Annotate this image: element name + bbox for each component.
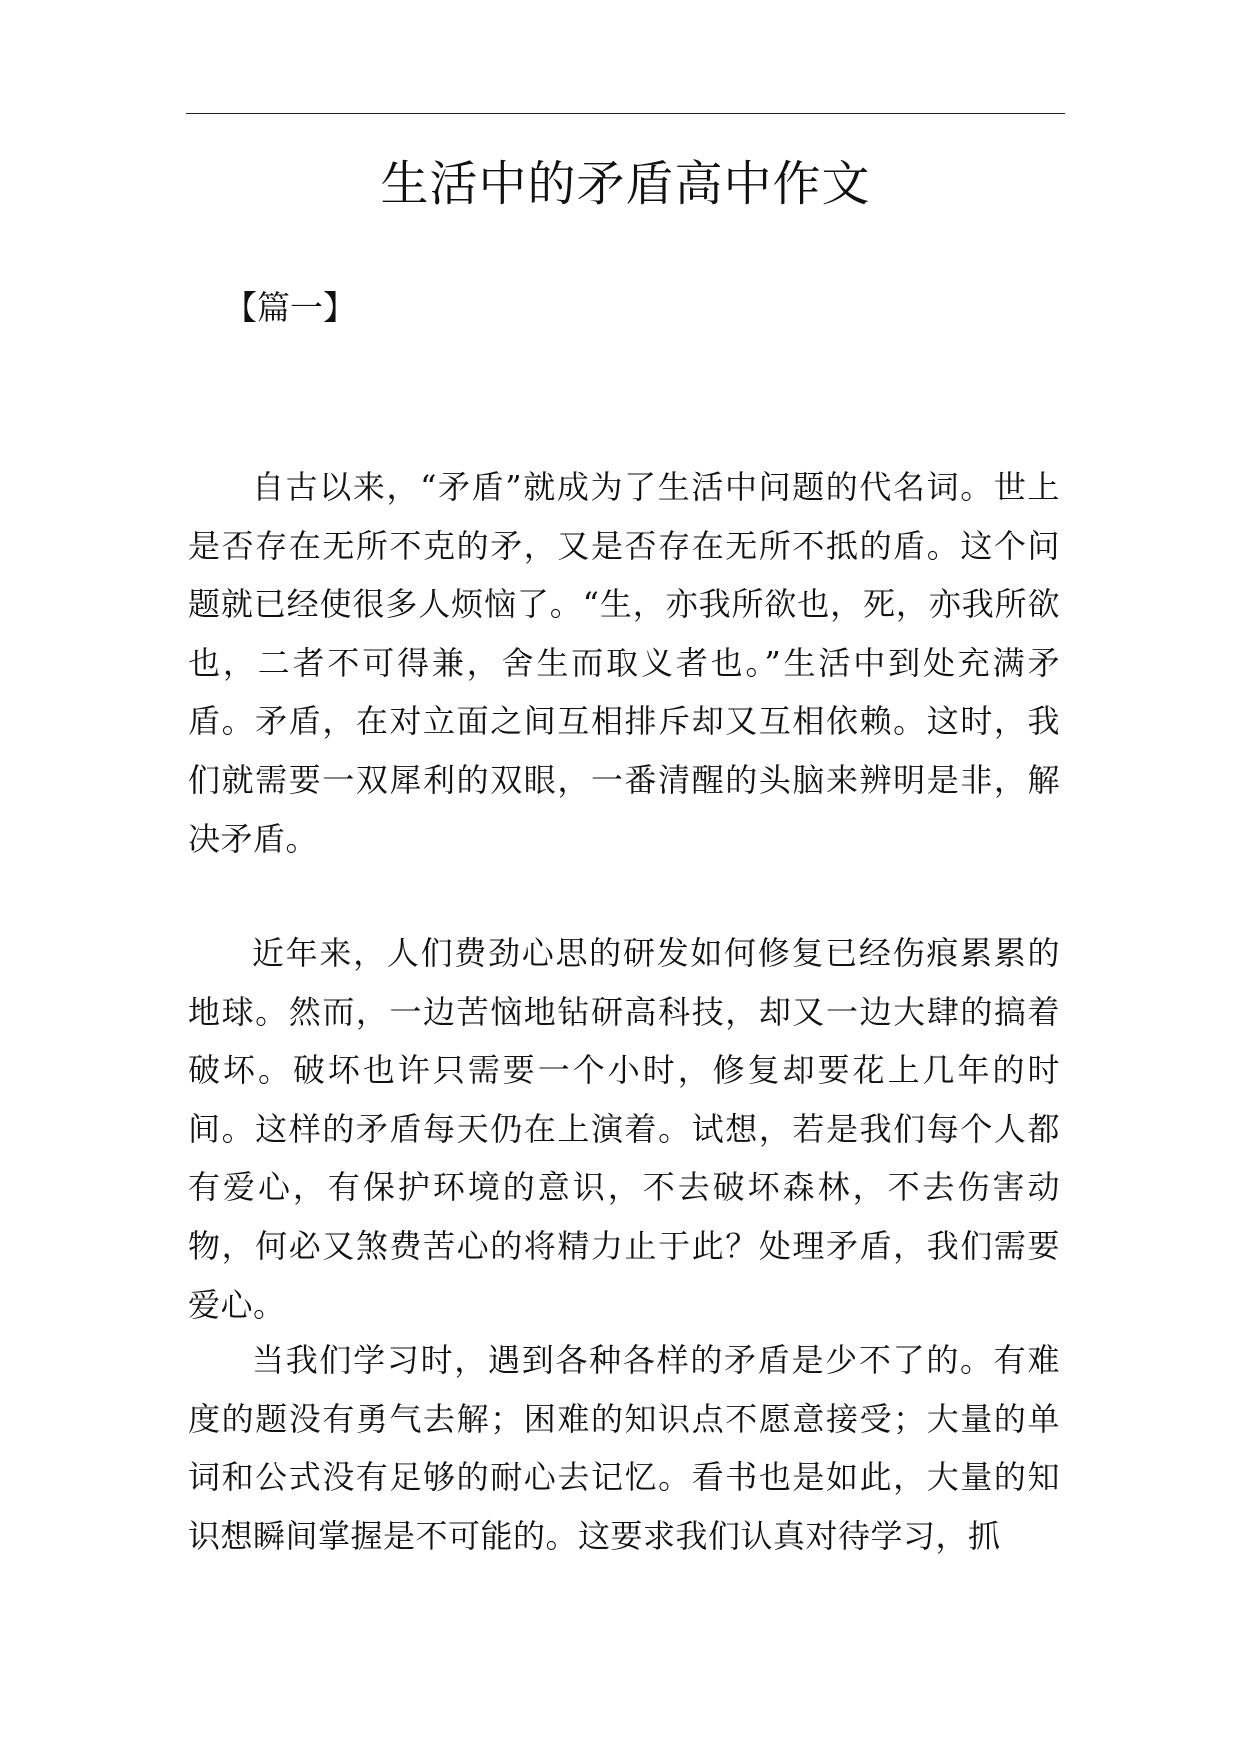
document-title: 生活中的矛盾高中作文: [380, 156, 871, 212]
paragraph-2: 近年来，人们费劲心思的研发如何修复已经伤痕累累的地球。然而，一边苦恼地钻研高科技，却又一边大肆的搞着破坏。破坏也许只需要一个小时，修复却要花上几年的时间。这样的矛盾每天仍在上演着。试想，若是我们每个人都有爱心，有保护环境的意识，不去破坏森林，不去伤害动物，何必又煞费苦心的将精力止于此？处理矛盾，我们需要爱心。: [188, 934, 1060, 1324]
paragraph-1: 自古以来，“矛盾”就成为了生活中问题的代名词。世上是否存在无所不克的矛，又是否存在无所不抵的盾。这个问题就已经使很多人烦恼了。“生，亦我所欲也，死，亦我所欲也，二者不可得兼，舍生而取义者也。”生活中到处充满矛盾。矛盾，在对立面之间互相排斥却又互相依赖。这时，我们就需要一双犀利的双眼，一番清醒的头脑来辨明是非，解决矛盾。: [188, 468, 1060, 858]
section-label: 【篇一】: [224, 288, 356, 327]
paragraph-3: 当我们学习时，遇到各种各样的矛盾是少不了的。有难度的题没有勇气去解；困难的知识点不愿意接受；大量的单词和公式没有足够的耐心去记忆。看书也是如此，大量的知识想瞬间掌握是不可能的。这要求我们认真对待学习，抓: [188, 1341, 1060, 1555]
header-rule: [186, 113, 1065, 114]
